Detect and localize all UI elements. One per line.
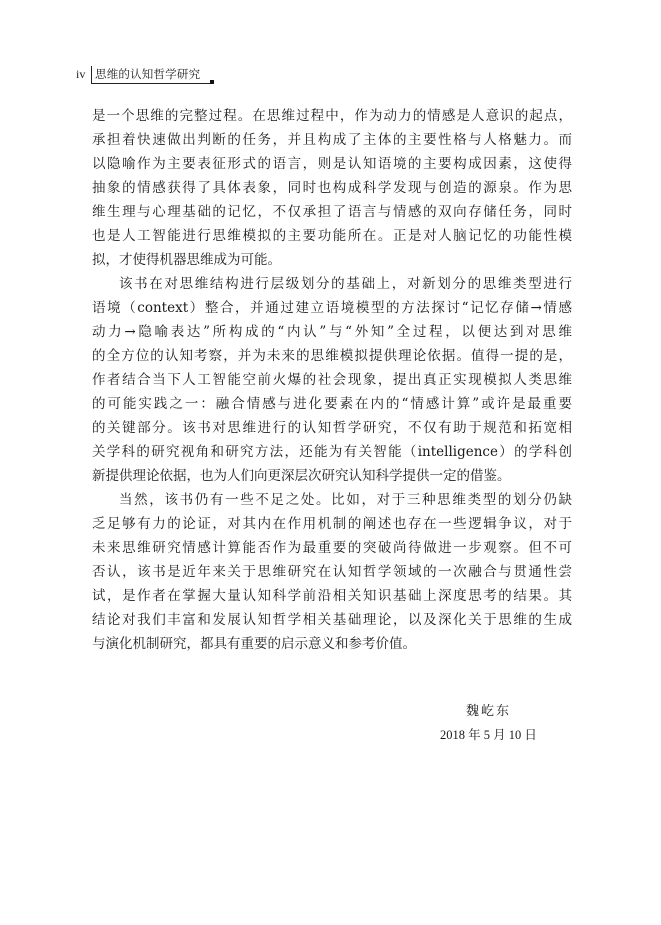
text-line: 关学科的研究视角和研究方法，还能为有关智能（intelligence）的学科创	[92, 444, 572, 460]
text-line: 的关键部分。该书对思维进行的认知哲学研究，不仅有助于规范和拓宽相	[92, 420, 572, 436]
text-line: 语境（context）整合，并通过建立语境模型的方法探讨“记忆存储→情感	[92, 300, 572, 316]
paragraph-2	[92, 272, 572, 488]
text-line: 以隐喻作为主要表征形式的语言，则是认知语境的主要构成因素，这使得	[92, 156, 572, 172]
page-number: iv	[76, 67, 86, 81]
author-signature: 魏屹东	[466, 704, 512, 719]
text-line: 的可能实践之一：融合情感与进化要素在内的“情感计算”或许是最重要	[92, 396, 572, 412]
text-line: 乏足够有力的论证，对其内在作用机制的阐述也存在一些逻辑争议，对于	[92, 516, 572, 532]
text-line: 的全方位的认知考察，并为未来的思维模拟提供理论依据。值得一提的是，	[92, 348, 572, 364]
text-line: 维生理与心理基础的记忆，不仅承担了语言与情感的双向存储任务，同时	[92, 204, 572, 220]
header-divider	[91, 66, 92, 83]
text-line: 该书在对思维结构进行层级划分的基础上，对新划分的思维类型进行	[119, 276, 572, 292]
header-underline	[91, 83, 213, 84]
text-line: 承担着快速做出判断的任务，并且构成了主体的主要性格与人格魅力。而	[92, 132, 572, 148]
text-line: 抽象的情感获得了具体表象，同时也构成科学发现与创造的源泉。作为思	[92, 180, 572, 196]
text-line: 动力→隐喻表达”所构成的“内认”与“外知”全过程，以便达到对思维	[92, 324, 572, 340]
paragraph-3	[92, 488, 572, 656]
text-line: 未来思维研究情感计算能否作为最重要的突破尚待做进一步观察。但不可	[92, 540, 572, 556]
text-line: 新提供理论依据，也为人们向更深层次研究认知科学提供一定的借鉴。	[92, 468, 511, 484]
text-line: 当然，该书仍有一些不足之处。比如，对于三种思维类型的划分仍缺	[119, 492, 572, 508]
running-title: 思维的认知哲学研究	[95, 67, 201, 81]
text-line: 结论对我们丰富和发展认知哲学相关基础理论，以及深化关于思维的生成	[92, 612, 572, 628]
text-line: 作者结合当下人工智能空前火爆的社会现象，提出真正实现模拟人类思维	[92, 372, 572, 388]
text-line: 也是人工智能进行思维模拟的主要功能所在。正是对人脑记忆的功能性模	[92, 228, 572, 244]
text-line: 是一个思维的完整过程。在思维过程中，作为动力的情感是人意识的起点，	[92, 108, 572, 124]
body-text	[92, 104, 572, 656]
paragraph-1	[92, 104, 572, 272]
text-line: 与演化机制研究，都具有重要的启示意义和参考价值。	[92, 636, 416, 652]
running-header	[76, 64, 576, 86]
text-line: 拟，才使得机器思维成为可能。	[92, 252, 281, 268]
signature-date: 2018 年 5 月 10 日	[440, 728, 537, 742]
header-end-mark	[210, 80, 214, 84]
text-line: 否认，该书是近年来关于思维研究在认知哲学领域的一次融合与贯通性尝	[92, 564, 572, 580]
text-line: 试，是作者在掌握大量认知科学前沿相关知识基础上深度思考的结果。其	[92, 588, 572, 604]
